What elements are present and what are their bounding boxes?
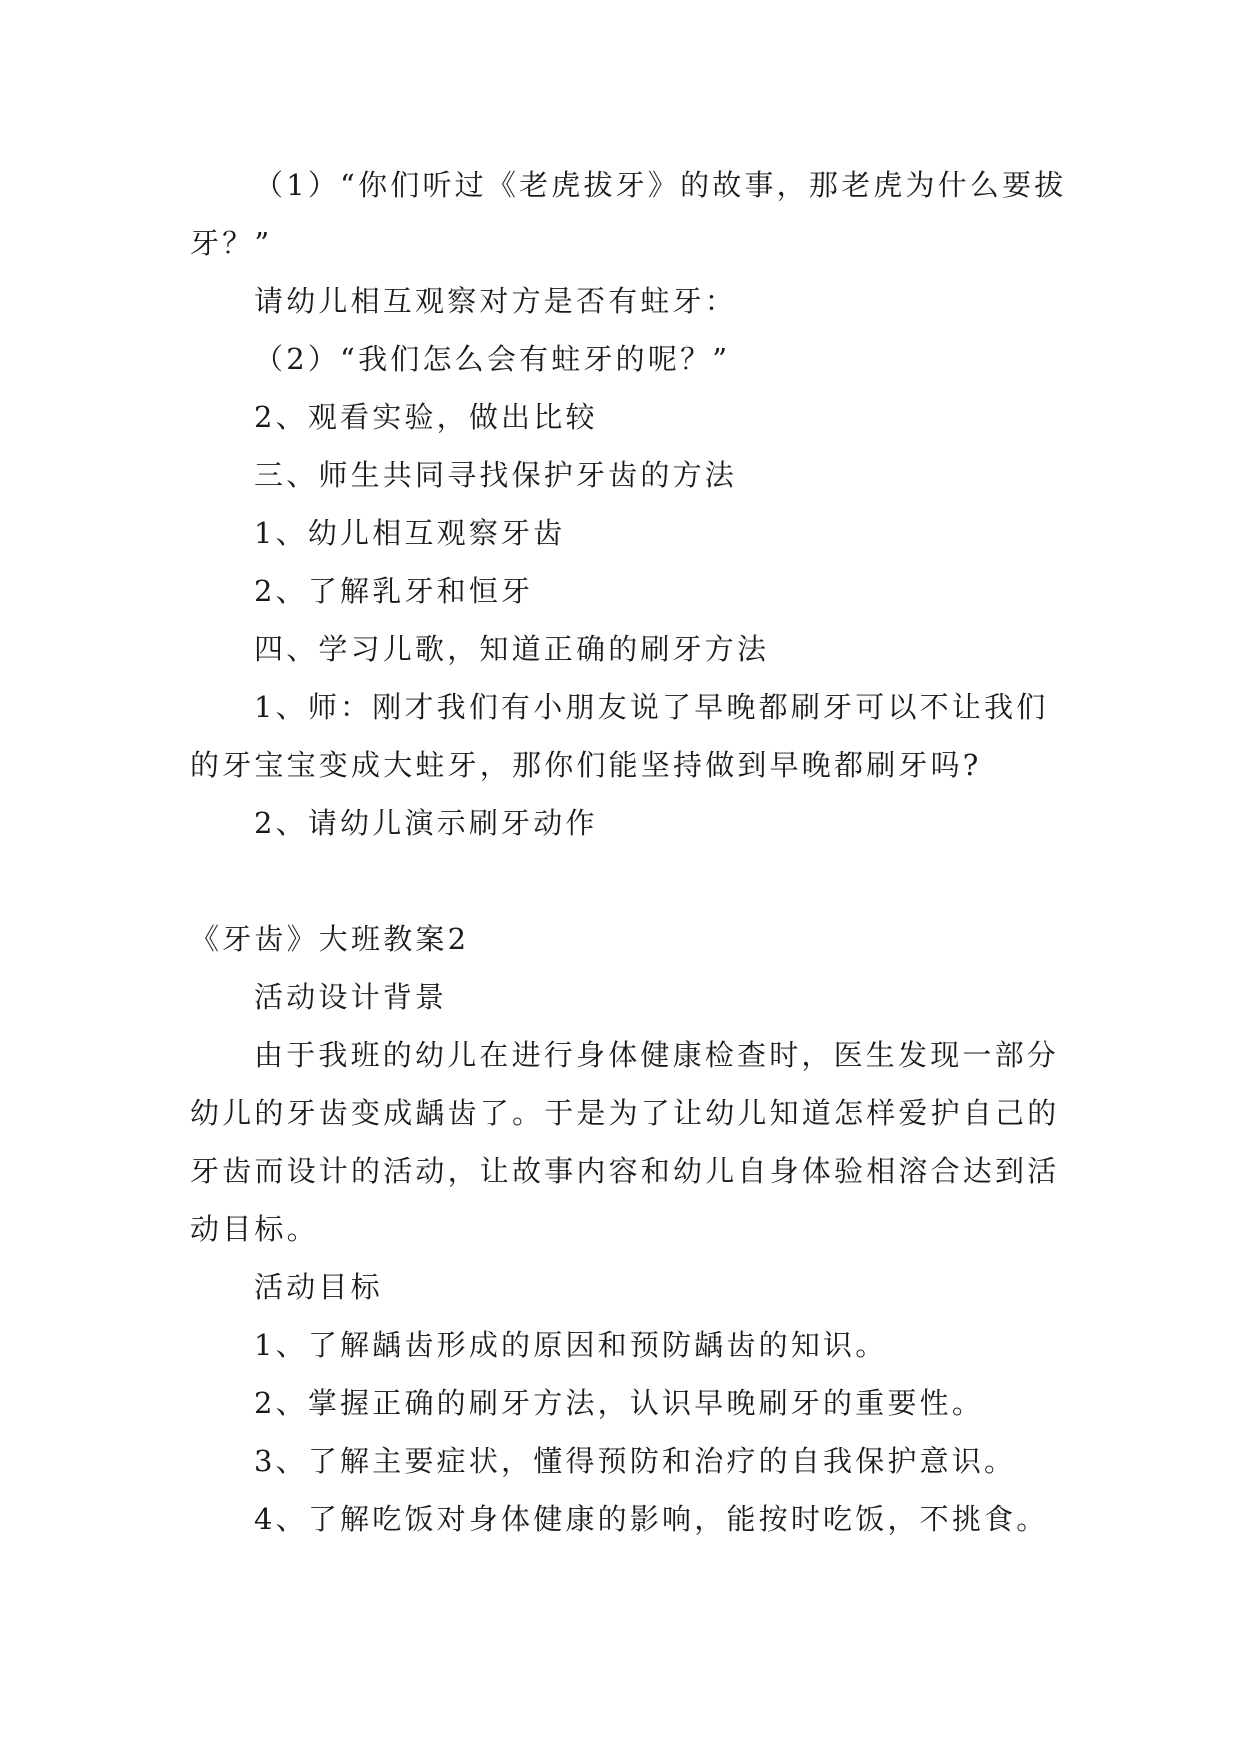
paragraph-experiment: 2、观看实验，做出比较 [254, 400, 598, 434]
goals-heading: 活动目标 [254, 1270, 383, 1304]
background-heading: 活动设计背景 [254, 980, 448, 1014]
paragraph-section-three: 三、师生共同寻找保护牙齿的方法 [254, 458, 738, 492]
paragraph-observe-teeth: 1、幼儿相互观察牙齿 [254, 516, 566, 550]
background-text: 由于我班的幼儿在进行身体健康检查时，医生发现一部分幼儿的牙齿变成龋齿了。于是为了让幼儿知道怎样爱护自己的牙齿而设计的活动，让故事内容和幼儿自身体验相溶合达到活动目标。 [190, 1038, 1060, 1246]
section-title: 《牙齿》大班教案2 [190, 922, 470, 956]
paragraph-teacher-question: 1、师：刚才我们有小朋友说了早晚都刷牙可以不让我们的牙宝宝变成大蛀牙，那你们能坚持做到早晚都刷牙吗? [190, 690, 1049, 782]
paragraph-demonstrate: 2、请幼儿演示刷牙动作 [254, 806, 598, 840]
goal-item: 3、了解主要症状，懂得预防和治疗的自我保护意识。 [254, 1444, 1017, 1478]
goal-item: 1、了解龋齿形成的原因和预防龋齿的知识。 [254, 1328, 888, 1362]
paragraph-why-cavity: （2）“我们怎么会有蛀牙的呢？” [254, 342, 731, 376]
paragraph-observe-cavity: 请幼儿相互观察对方是否有蛀牙： [254, 284, 738, 318]
paragraph-section-four: 四、学习儿歌，知道正确的刷牙方法 [254, 632, 770, 666]
goal-item: 2、掌握正确的刷牙方法，认识早晚刷牙的重要性。 [254, 1386, 985, 1420]
goal-item: 4、了解吃饭对身体健康的影响，能按时吃饭，不挑食。 [254, 1502, 1049, 1536]
paragraph-milk-teeth: 2、了解乳牙和恒牙 [254, 574, 534, 608]
paragraph-tiger-question: （1）“你们听过《老虎拔牙》的故事，那老虎为什么要拔牙？” [190, 168, 1067, 260]
